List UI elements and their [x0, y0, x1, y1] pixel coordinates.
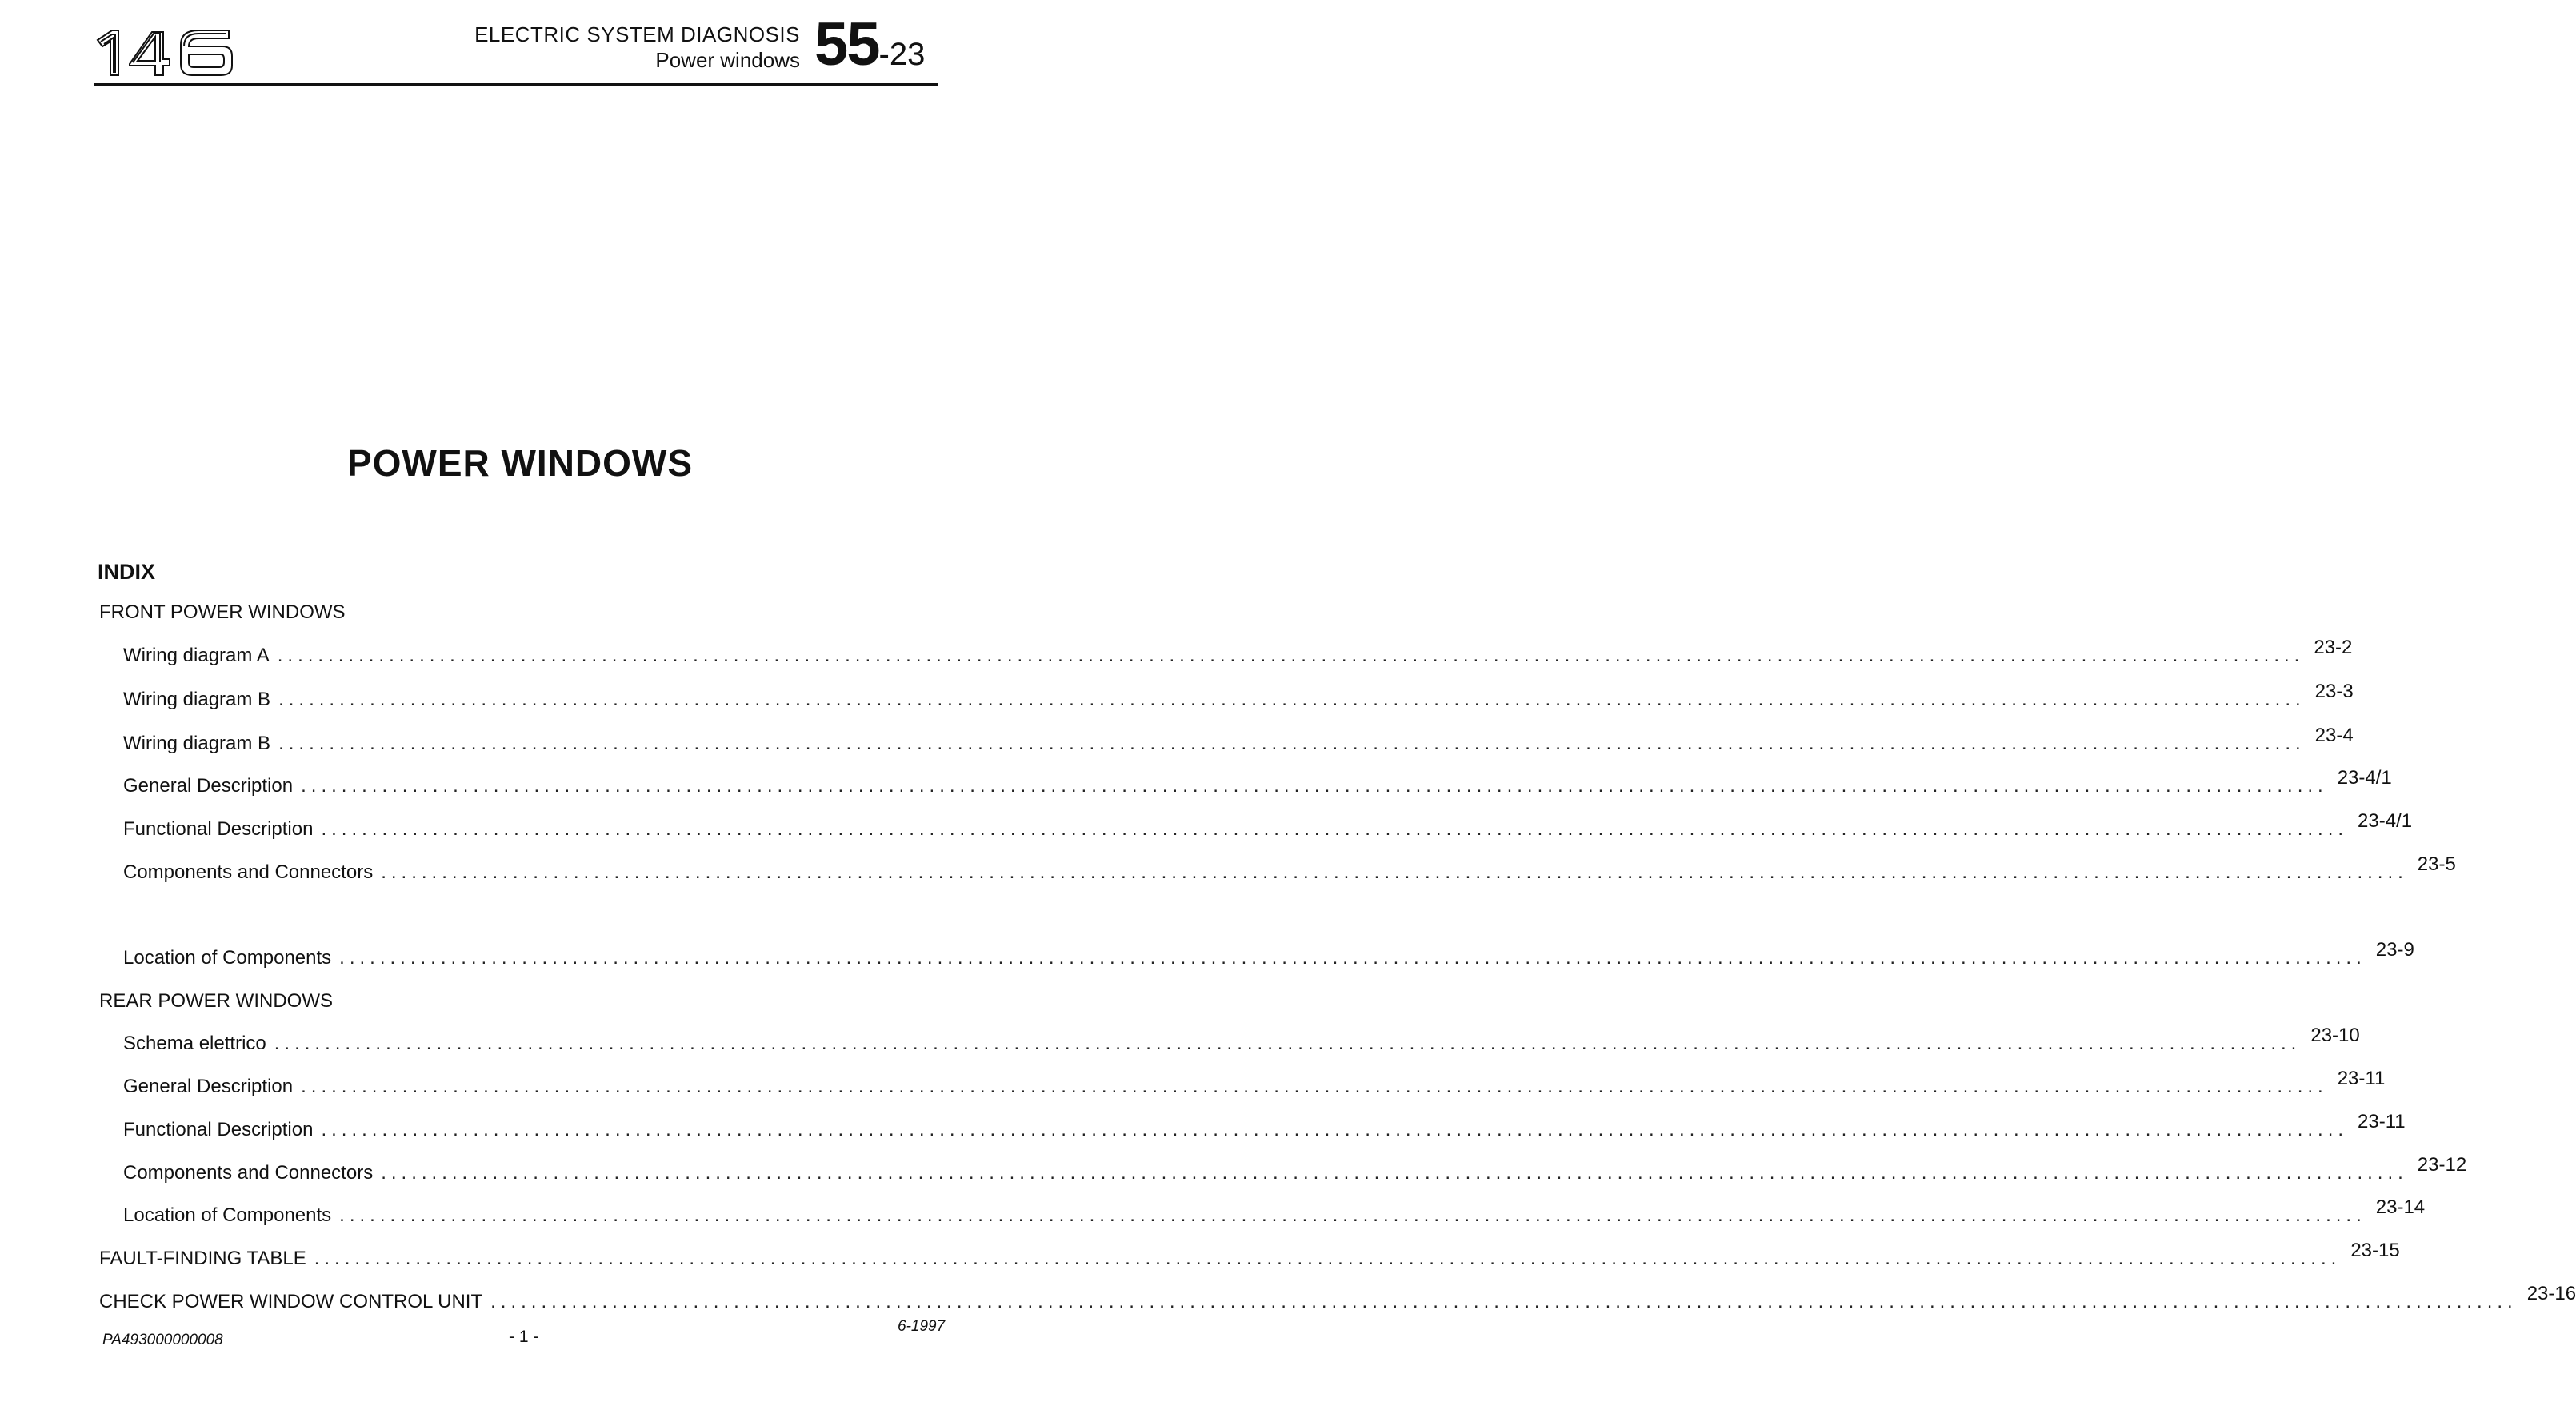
- toc-entry-page: 23-4/1: [2358, 810, 2413, 832]
- toc-entry-page: 23-3: [2314, 681, 2354, 702]
- toc-entry-label: General Description: [123, 1076, 294, 1097]
- toc-entry-page: 23-15: [2350, 1240, 2400, 1261]
- toc-entry-row: [123, 939, 2414, 969]
- toc-entry-label: General Description: [123, 775, 294, 797]
- toc-entry-page: 23-14: [2375, 1196, 2426, 1218]
- toc-entry-label: Components and Connectors: [123, 861, 374, 883]
- toc-entry-label: Wiring diagram A: [123, 645, 270, 666]
- toc-entry-row: [123, 853, 2456, 884]
- toc-entry-label: CHECK POWER WINDOW CONTROL UNIT: [99, 1291, 483, 1312]
- toc-entry-page: 23-2: [2314, 637, 2353, 658]
- toc-dot-leader: ........................................................................................................................................................................................................: [314, 1248, 2342, 1269]
- toc-dot-leader: ........................................................................................................................................................................................................: [339, 947, 2366, 969]
- toc-entry-page: 23-9: [2375, 939, 2414, 961]
- toc-entry-page: 23-12: [2417, 1154, 2467, 1176]
- toc-entry-row: [123, 1025, 2360, 1055]
- section-number-main: 55: [814, 10, 879, 78]
- toc-entry-label: Wiring diagram B: [123, 733, 271, 754]
- toc-entry-page: 23-5: [2417, 853, 2456, 875]
- toc-dot-leader: ........................................................................................................................................................................................................: [301, 1076, 2328, 1097]
- toc-entry-label: Wiring diagram B: [123, 689, 271, 710]
- toc-entry-label: Functional Description: [123, 1119, 314, 1140]
- toc-dot-leader: ........................................................................................................................................................................................................: [274, 1033, 2302, 1054]
- toc-entry-row: [123, 725, 2354, 755]
- toc-entry-row: [123, 767, 2392, 797]
- toc-entry-label: FRONT POWER WINDOWS: [99, 601, 346, 623]
- toc-entry-row: [123, 1196, 2426, 1227]
- toc-dot-leader: ........................................................................................................................................................................................................: [321, 1119, 2349, 1140]
- toc-entry-page: 23-11: [2337, 1068, 2386, 1089]
- toc-section-row: [99, 1240, 2400, 1270]
- footer-document-code: PA493000000008: [102, 1332, 223, 1348]
- index-heading: INDIX: [98, 560, 156, 584]
- toc-entry-page: 23-4: [2314, 725, 2354, 746]
- toc-entry-page: 23-4/1: [2337, 767, 2392, 789]
- toc-entry-page: 23-16: [2526, 1283, 2576, 1304]
- toc-section-row: [99, 990, 946, 1013]
- toc-dot-leader: ........................................................................................................................................................................................................: [278, 689, 2306, 710]
- toc-dot-leader: ........................................................................................................................................................................................................: [381, 861, 2408, 883]
- section-number-sub: -23: [878, 37, 926, 72]
- toc-dot-leader: ........................................................................................................................................................................................................: [339, 1204, 2366, 1226]
- toc-entry-label: Schema elettrico: [123, 1033, 266, 1054]
- toc-entry-page: 23-10: [2310, 1025, 2360, 1046]
- toc-section-row: [99, 601, 946, 624]
- header-subtitle: Power windows: [655, 47, 800, 72]
- toc-dot-leader: ........................................................................................................................................................................................................: [321, 818, 2349, 840]
- toc-entry-label: Components and Connectors: [123, 1162, 374, 1184]
- toc-dot-leader: ........................................................................................................................................................................................................: [301, 775, 2328, 797]
- toc-entry-row: [123, 810, 2413, 841]
- toc-entry-row: [123, 1068, 2386, 1098]
- toc-entry-row: [123, 637, 2353, 667]
- footer-page-number: - 1 -: [509, 1328, 539, 1346]
- toc-entry-page: 23-11: [2358, 1111, 2406, 1132]
- header-title: ELECTRIC SYSTEM DIAGNOSIS: [474, 22, 800, 46]
- toc-section-row: [99, 1283, 2576, 1313]
- toc-entry-row: [123, 1154, 2467, 1184]
- toc-entry-row: [123, 1111, 2406, 1141]
- page-title: POWER WINDOWS: [346, 442, 694, 484]
- toc-entry-label: Functional Description: [123, 818, 314, 840]
- toc-entry-label: FAULT-FINDING TABLE: [99, 1248, 306, 1269]
- toc-dot-leader: ........................................................................................................................................................................................................: [278, 733, 2306, 754]
- toc-dot-leader: ........................................................................................................................................................................................................: [490, 1291, 2518, 1312]
- toc-entry-label: REAR POWER WINDOWS: [99, 990, 333, 1012]
- toc-dot-leader: ........................................................................................................................................................................................................: [277, 645, 2305, 666]
- toc-entry-label: Location of Components: [123, 1204, 332, 1226]
- toc-dot-leader: ........................................................................................................................................................................................................: [381, 1162, 2408, 1184]
- footer-date: 6-1997: [898, 1318, 946, 1335]
- toc-entry-label: Location of Components: [123, 947, 332, 969]
- toc-entry-row: [123, 681, 2354, 711]
